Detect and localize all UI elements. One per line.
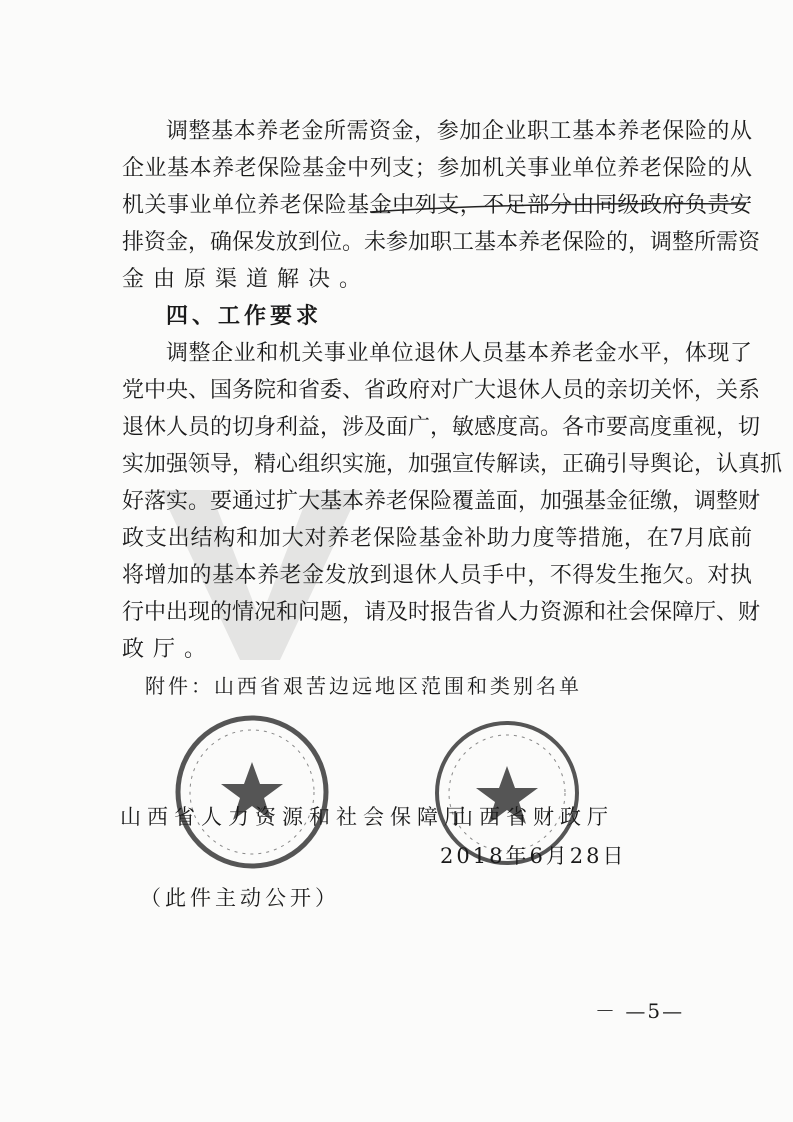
document-date: 2018年6月28日 bbox=[440, 844, 627, 868]
text-line: 企业基本养老保险基金中列支；参加机关事业单位养老保险的从 bbox=[122, 156, 752, 181]
text-line: 排资金，确保发放到位。未参加职工基本养老保险的，调整所需资 bbox=[122, 230, 761, 255]
section-heading: 四、工作要求 bbox=[166, 304, 323, 329]
disclosure-note: （此件主动公开） bbox=[140, 886, 340, 910]
text-line: 政厅。 bbox=[122, 637, 216, 662]
text-line: 退休人员的切身利益，涉及面广，敏感度高。各市要高度重视，切 bbox=[122, 415, 761, 440]
text-line: 机关事业单位养老保险基金中列支，不足部分由同级政府负责安 bbox=[122, 193, 752, 218]
text-line: 实加强领导，精心组织实施，加强宣传解读，正确引导舆论，认真抓 bbox=[122, 452, 783, 477]
text-line: 党中央、国务院和省委、省政府对广大退休人员的亲切关怀，关系 bbox=[122, 378, 761, 403]
attachment-note: 附件：山西省艰苦边远地区范围和类别名单 bbox=[145, 674, 582, 698]
text-line: 好落实。要通过扩大基本养老保险覆盖面，加强基金征缴，调整财 bbox=[122, 489, 761, 514]
text-line: 政支出结构和加大对养老保险基金补助力度等措施，在7月底前 bbox=[122, 526, 752, 551]
text-line: 将增加的基本养老金发放到退休人员手中，不得发生拖欠。对执 bbox=[122, 563, 752, 588]
text-line: 金由原渠道解决。 bbox=[122, 267, 371, 292]
page-number: － —5— bbox=[595, 999, 685, 1023]
stamp-hrss bbox=[172, 712, 332, 872]
text-line: 调整企业和机关事业单位退休人员基本养老金水平，体现了 bbox=[166, 341, 752, 366]
signature-finance: 山西省财政厅 bbox=[452, 805, 614, 829]
text-line: 调整基本养老金所需资金，参加企业职工基本养老保险的从 bbox=[166, 119, 752, 144]
signature-hrss: 山西省人力资源和社会保障厅 bbox=[120, 805, 471, 829]
text-line: 行中出现的情况和问题，请及时报告省人力资源和社会保障厅、财 bbox=[122, 600, 761, 625]
